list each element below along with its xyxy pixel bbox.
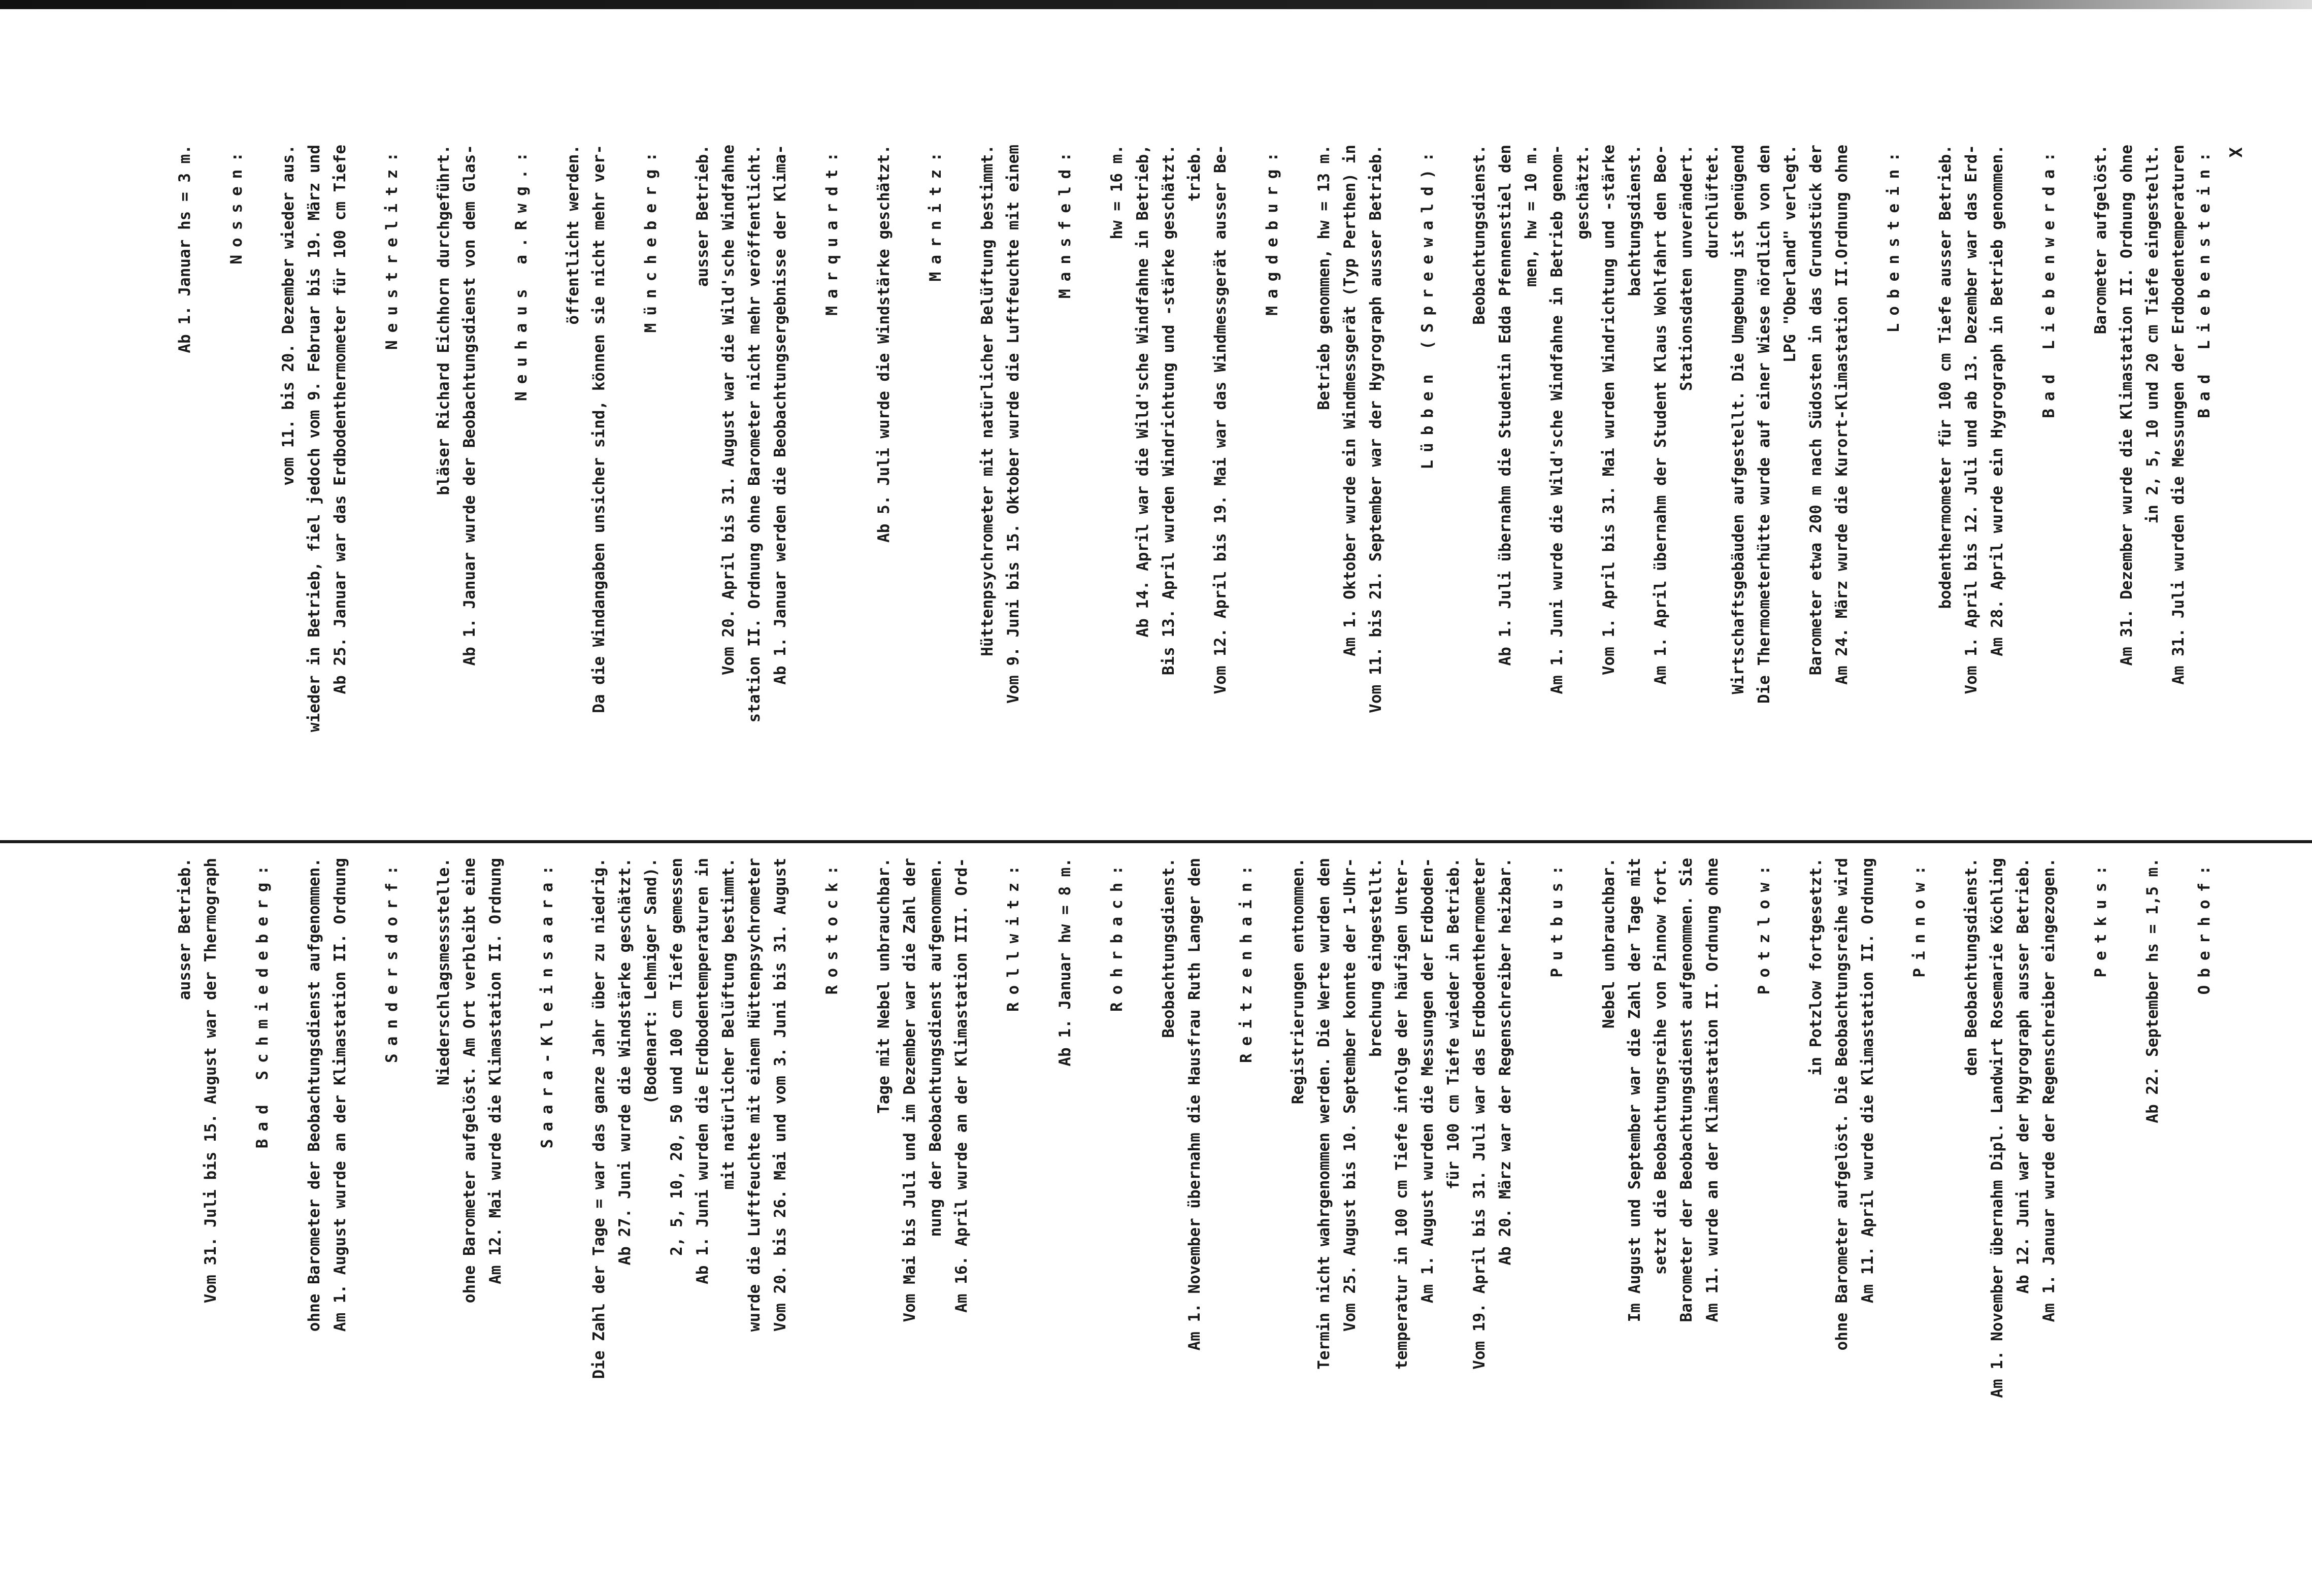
text-line: Betrieb genommen, hw = 13 m. <box>1315 145 1333 410</box>
text-line: Am 1. November übernahm Dipl. Landwirt Rosemarie Köchling <box>1988 858 2006 1417</box>
text-line: Barometer etwa 200 m nach Südosten in das Grundstück der <box>1807 145 1825 676</box>
text-line: Da die Windangaben unsicher sind, können sie nicht mehr ver- <box>590 145 608 733</box>
text-line: Am 31. Dezember wurde die Klimastation II. Ordnung ohne <box>2118 145 2136 685</box>
text-line: Barometer aufgelöst. <box>2092 145 2110 335</box>
text-line: bodenthermometer für 100 cm Tiefe ausser Betrieb. <box>1936 145 1955 609</box>
text-line: Vom 9. Juni bis 15. Oktober wurde die Luftfeuchte mit einem <box>1004 145 1022 723</box>
text-line: nung der Beobachtungsdienst aufgenommen. <box>927 858 945 1237</box>
text-line: Ab 14. April war die Wild'sche Windfahne in Betrieb, <box>1134 145 1152 656</box>
text-line: Beobachtungsdienst. <box>1160 858 1178 1038</box>
text-line: Am 1. Januar wurde der Regenschreiber eingezogen. <box>2040 858 2058 1341</box>
station-heading: Neustrelitz: <box>383 145 401 350</box>
text-line: bachtungsdienst. <box>1626 145 1644 296</box>
text-line: Ab 5. Juli wurde die Windstärke geschätzt. <box>875 145 893 562</box>
text-line: Vom 20. April bis 31. August war die Wild'sche Windfahne <box>719 145 738 694</box>
text-line: Am 1. April übernahm der Student Klaus Wohlfahrt den Beo- <box>1652 145 1670 704</box>
text-line: den Beobachtungsdienst. <box>1962 858 1980 1076</box>
text-line: Am 31. Juli wurden die Messungen der Erdbodentemperaturen <box>2169 145 2188 704</box>
text-line: geschätzt. <box>1574 145 1592 240</box>
text-line: setzt die Beobachtungsreihe von Pinnow fort. <box>1652 858 1670 1275</box>
text-line: LPG "Oberland" verlegt. <box>1781 145 1799 363</box>
text-line: Ab 1. Januar hw = 8 m. <box>1056 858 1074 1085</box>
text-line: Am 1. August wurden die Messungen der Erdboden- <box>1418 858 1437 1322</box>
text-line: Ab 1. Juli übernahm die Studentin Edda Pfennenstiel den <box>1496 145 1514 685</box>
station-heading: Mansfeld: <box>1056 145 1074 298</box>
text-line: Am 11. wurde an der Klimastation II. Ordnung ohne <box>1703 858 1722 1341</box>
text-line: Tage mit Nebel unbrauchbar. <box>875 858 893 1114</box>
divider-rule <box>0 840 2312 843</box>
station-heading: Lübben (Spreewald): <box>1418 145 1437 470</box>
text-line: Die Thermometerhütte wurde auf einer Wiese nördlich von den <box>1755 145 1773 723</box>
text-line: öffentlicht werden. <box>564 145 582 325</box>
text-line: Vom 31. Juli bis 15. August war der Thermograph <box>202 858 220 1322</box>
text-line: in 2, 5, 10 und 20 cm Tiefe eingestellt. <box>2143 145 2162 524</box>
station-heading: Marquardt: <box>823 145 841 316</box>
station-heading: Müncheberg: <box>642 145 660 333</box>
station-heading: Sandersdorf: <box>383 858 401 1063</box>
station-heading: Petkus: <box>2092 858 2110 978</box>
text-line: Ab 20. März war der Regenschreiber heizbar. <box>1496 858 1514 1284</box>
text-line: durchlüftet. <box>1703 145 1722 258</box>
text-line: Ab 1. Januar hs = 3 m. <box>176 145 194 372</box>
text-line: ohne Barometer aufgelöst. Am Ort verbleibt eine <box>460 858 479 1304</box>
text-line: Vom 20. bis 26. Mai und vom 3. Juni bis 31. August <box>771 858 789 1351</box>
text-line: Vom 11. bis 21. September war der Hygrograph ausser Betrieb. <box>1367 145 1385 733</box>
station-heading: Neuhaus a.Rwg.: <box>512 145 531 401</box>
station-heading: Reitzenhain: <box>1237 858 1256 1063</box>
text-line: Am 1. Juni wurde die Wild'sche Windfahne in Betrieb genom- <box>1548 145 1566 713</box>
station-heading: Potzlow: <box>1755 858 1773 995</box>
text-line: Hüttenpsychrometer mit natürlicher Belüftung bestimmt. <box>978 145 997 656</box>
text-line: Ab 25. Januar war das Erdbodenthermometer für 100 cm Tiefe <box>331 145 349 713</box>
text-line: Vom 19. April bis 31. Juli war das Erdbodenthermometer <box>1470 858 1489 1389</box>
text-line: ohne Barometer aufgelöst. Die Beobachtungsreihe wird <box>1833 858 1851 1351</box>
text-line: Wirtschaftsgebäuden aufgestellt. Die Umgebung ist genügend <box>1729 145 1747 694</box>
text-line: Termin nicht wahrgenommen werden. Die Werte wurden den <box>1315 858 1333 1370</box>
text-line: station II. Ordnung ohne Barometer nicht mehr veröffentlicht. <box>745 145 764 723</box>
text-line: Vom Mai bis Juli und im Dezember war die Zahl der <box>901 858 919 1341</box>
text-line: in Potzlow fortgesetzt. <box>1807 858 1825 1076</box>
text-line: Ab 1. Januar werden die Beobachtungsergebnisse der Klima- <box>771 145 789 704</box>
station-heading: Lobenstein: <box>1885 145 1903 333</box>
page-marker: X <box>2226 147 2247 158</box>
text-line: temperatur in 100 cm Tiefe infolge der häufigen Unter- <box>1393 858 1411 1370</box>
text-line: ausser Betrieb. <box>176 858 194 1000</box>
text-line: ausser Betrieb. <box>693 145 712 287</box>
text-line: Am 1. November übernahm die Hausfrau Ruth Langer den <box>1185 858 1204 1370</box>
text-line: Am 16. April wurde an der Klimastation III. Ord- <box>952 858 971 1332</box>
station-heading: Bad Liebenwerda: <box>2040 145 2058 418</box>
text-line: wieder in Betrieb, fiel jedoch vom 9. Februar bis 19. März und <box>305 145 323 733</box>
station-heading: Rostock: <box>823 858 841 995</box>
text-line: trieb. <box>1185 145 1204 202</box>
station-heading: Oberhof: <box>2195 858 2214 995</box>
text-line: Vom 1. April bis 12. Juli und ab 13. Dezember war das Erd- <box>1962 145 1980 713</box>
text-line: ohne Barometer der Beobachtungsdienst aufgenommen. <box>305 858 323 1332</box>
text-line: men, hw = 10 m. <box>1522 145 1540 287</box>
station-heading: Marnitz: <box>927 145 945 282</box>
text-line: Am 28. April wurde ein Hygrograph in Betrieb genommen. <box>1988 145 2006 676</box>
text-line: Am 12. Mai wurde die Klimastation II. Ordnung <box>486 858 505 1304</box>
text-line: Am 11. April wurde die Klimastation II. Ordnung <box>1859 858 1877 1322</box>
text-line: Ab 1. Juni wurden die Erdbodentemperaturen in <box>693 858 712 1304</box>
text-line: Beobachtungsdienst. <box>1470 145 1489 325</box>
text-line: vom 11. bis 20. Dezember wieder aus. <box>279 145 298 486</box>
text-line: Im August und September war die Zahl der Tage mit <box>1626 858 1644 1341</box>
text-line: brechung eingestellt. <box>1367 858 1385 1057</box>
station-heading: Bad Liebenstein: <box>2195 145 2214 418</box>
text-line: 2, 5, 10, 20, 50 und 100 cm Tiefe gemessen <box>668 858 686 1256</box>
text-line: Ab 22. September hs = 1,5 m. <box>2143 858 2162 1142</box>
text-line: Ab 1. Januar wurde der Beobachtungsdienst von dem Glas- <box>460 145 479 685</box>
text-line: Vom 1. April bis 31. Mai wurden Windrichtung und -stärke <box>1600 145 1618 694</box>
text-line: wurde die Luftfeuchte mit einem Hüttenpsychrometer <box>745 858 764 1332</box>
text-line: Am 24. März wurde die Kurort-Klimastation II.Ordnung ohne <box>1833 145 1851 704</box>
text-line: Niederschlagsmessstelle. <box>435 858 453 1085</box>
text-line: Ab 27. Juni wurde die Windstärke geschätzt. <box>616 858 634 1284</box>
text-line: Die Zahl der Tage = war das ganze Jahr über zu niedrig. <box>590 858 608 1398</box>
text-line: Bis 13. April wurden Windrichtung und -stärke geschätzt. <box>1160 145 1178 694</box>
station-heading: Magdeburg: <box>1263 145 1281 316</box>
station-heading: Nossen: <box>227 145 246 264</box>
station-heading: Rollwitz: <box>1004 858 1022 1012</box>
station-heading: Rohrbach: <box>1108 858 1126 1012</box>
text-line: mit natürlicher Belüftung bestimmt. <box>719 858 738 1190</box>
station-heading: Bad Schmiedeberg: <box>253 858 272 1149</box>
scan-edge <box>0 0 2312 9</box>
station-heading: Saara-Kleinsaara: <box>538 858 556 1149</box>
text-line: Vom 25. August bis 10. September konnte der 1-Uhr- <box>1341 858 1359 1351</box>
text-line: Am 1. August wurde an der Klimastation II. Ordnung <box>331 858 349 1351</box>
text-line: hw = 16 m. <box>1108 145 1126 258</box>
text-line: Vom 12. April bis 19. Mai war das Windmessgerät ausser Be- <box>1211 145 1230 713</box>
text-line: (Bodenart: Lehmiger Sand). <box>642 858 660 1105</box>
text-line: Registrierungen entnommen. <box>1289 858 1307 1105</box>
station-heading: Putbus: <box>1548 858 1566 978</box>
text-line: für 100 cm Tiefe wieder in Betrieb. <box>1444 858 1463 1190</box>
text-line: Barometer der Beobachtungsdienst aufgenommen. Sie <box>1677 858 1696 1322</box>
station-heading: Pinnow: <box>1910 858 1929 978</box>
text-line: Nebel unbrauchbar. <box>1600 858 1618 1028</box>
text-line: Ab 12. Juni war der Hygrograph ausser Betrieb. <box>2014 858 2032 1313</box>
text-line: bläser Richard Eichhorn durchgeführt. <box>435 145 453 495</box>
text-line: Am 1. Oktober wurde ein Windmessgerät (Typ Perthen) in <box>1341 145 1359 676</box>
text-line: Stationsdaten unverändert. <box>1677 145 1696 410</box>
